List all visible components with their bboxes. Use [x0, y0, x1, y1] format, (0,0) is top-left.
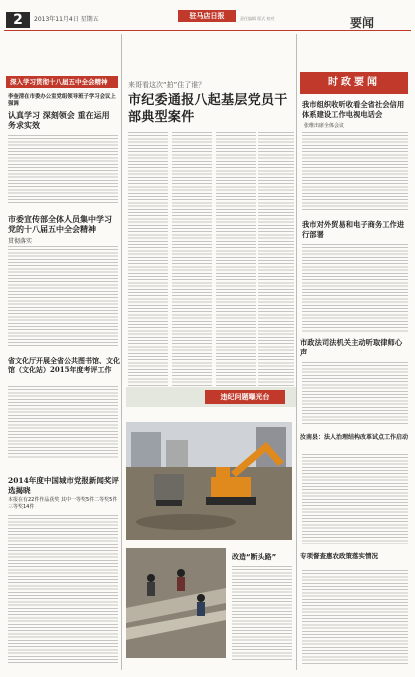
left-article-4-body	[8, 515, 118, 665]
column-divider	[296, 34, 297, 670]
exposure-button[interactable]: 违纪问题曝光台	[205, 390, 285, 404]
photo-caption-body	[232, 566, 292, 662]
right-article-4-title: 汝南县：法人治理结构改革试点工作启动	[300, 434, 409, 441]
left-article-2-title: 市委宣传部全体人员集中学习党的十八届五中全会精神	[8, 214, 112, 234]
right-article-1-subtitle: 张维出席全体会议	[304, 123, 345, 129]
section-box: 时政要闻	[300, 72, 408, 94]
photo-caption-title: 改造“断头路”	[232, 553, 277, 561]
left-article-3-body	[8, 386, 118, 458]
right-article-3-body	[302, 362, 408, 426]
right-article-2-body	[302, 244, 408, 332]
right-article-5-title: 专项督查惠农政策落实情况	[300, 552, 378, 560]
header-rule	[4, 30, 411, 31]
workers-photo	[126, 548, 226, 658]
workers-illustration	[126, 548, 226, 658]
center-body	[172, 132, 212, 387]
left-article-4-subtitle: 本报在有22件作品获奖 其中一等奖5件二等奖5件三等奖14件	[8, 497, 118, 510]
center-body	[128, 132, 168, 387]
left-article-2-body	[8, 246, 118, 346]
date-line: 2013年11月4日 星期五	[34, 16, 99, 23]
center-body	[258, 132, 294, 387]
left-article-3-title: 省文化厅开展全省公共图书馆、文化馆（文化站）2015年度考评工作	[8, 356, 120, 374]
right-article-4-body	[302, 454, 408, 544]
right-article-5-body	[302, 570, 408, 665]
left-article-4-title: 2014年度中国城市党报新闻奖评选揭晓	[8, 476, 119, 495]
construction-photo	[126, 422, 292, 540]
right-article-1-body	[302, 132, 408, 212]
column-divider	[121, 34, 122, 670]
right-article-3-title: 市政法司法机关主动听取律师心声	[300, 338, 403, 357]
center-headline: 市纪委通报八起基层党员干部典型案件	[128, 93, 288, 125]
left-article-1-subtitle: 认真学习 深刻领会 重在运用 务求实效	[8, 110, 110, 130]
right-article-2-title: 我市对外贸易和电子商务工作进行部署	[302, 220, 405, 239]
right-article-1-title: 我市组织收听收看全省社会信用体系建设工作电视电话会	[302, 100, 405, 119]
excavator-illustration	[126, 422, 292, 540]
editor-note: 责任编辑 版式 校对	[240, 16, 275, 21]
paper-name: 驻马店日报	[178, 10, 236, 22]
page-number: 2	[6, 12, 30, 28]
left-article-1-title: 李奎清在市委办公室党组领导班子学习会议上强调	[8, 94, 116, 107]
center-body	[216, 132, 256, 387]
left-article-2-subtitle: 贯彻落实	[8, 238, 33, 245]
section-name: 要闻	[350, 16, 375, 30]
left-banner: 深入学习贯彻十八届五中全会精神	[6, 76, 118, 88]
center-kicker: 来哥看这次“拍”住了谁？	[128, 81, 206, 89]
left-article-1-body	[8, 135, 118, 205]
